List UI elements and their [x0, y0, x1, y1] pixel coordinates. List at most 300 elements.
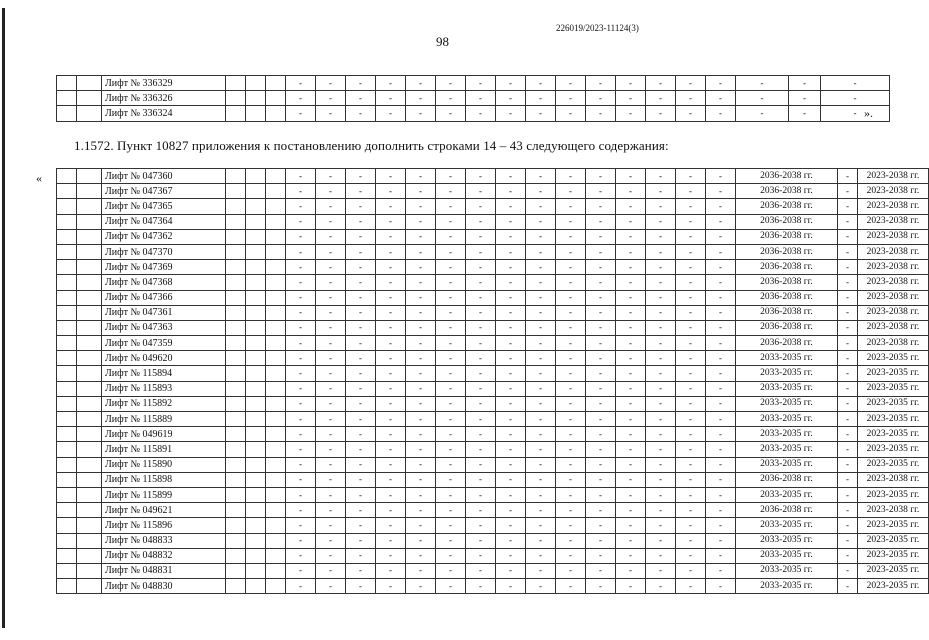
- table-row: [57, 244, 929, 259]
- dash-cell: -: [526, 336, 556, 351]
- address-cell: [77, 260, 102, 275]
- dash-cell: -: [706, 533, 736, 548]
- dash-cell: -: [706, 487, 736, 502]
- dash-cell: -: [406, 427, 436, 442]
- address-cell: [77, 244, 102, 259]
- dash-cell: -: [496, 442, 526, 457]
- table-row: [57, 548, 929, 563]
- dash-cell: -: [286, 366, 316, 381]
- dash-cell: -: [466, 336, 496, 351]
- gap-cell: -: [838, 563, 858, 578]
- blank-cell: [266, 503, 286, 518]
- dash-cell: -: [706, 260, 736, 275]
- row-number-cell: [57, 91, 77, 106]
- dash-cell: -: [346, 106, 376, 121]
- dash-cell: -: [466, 199, 496, 214]
- blank-cell: [226, 91, 246, 106]
- added-rows-table: [56, 168, 929, 594]
- dash-cell: -: [286, 351, 316, 366]
- period-cell: 2036-2038 гг.: [736, 472, 838, 487]
- gap-cell: -: [838, 427, 858, 442]
- dash-cell: -: [616, 518, 646, 533]
- dash-cell: -: [496, 305, 526, 320]
- dash-cell: -: [821, 76, 890, 91]
- range-cell: 2023-2038 гг.: [858, 336, 929, 351]
- row-number-cell: [57, 275, 77, 290]
- elevator-name-cell: Лифт № 115891: [102, 442, 226, 457]
- blank-cell: [266, 381, 286, 396]
- gap-cell: -: [838, 184, 858, 199]
- range-cell: 2023-2035 гг.: [858, 412, 929, 427]
- gap-cell: -: [838, 229, 858, 244]
- table-row: [57, 106, 890, 121]
- table-row: [57, 366, 929, 381]
- dash-cell: -: [526, 579, 556, 594]
- dash-cell: -: [346, 533, 376, 548]
- dash-cell: -: [466, 320, 496, 335]
- dash-cell: -: [616, 442, 646, 457]
- dash-cell: -: [436, 275, 466, 290]
- table-row: [57, 320, 929, 335]
- dash-cell: -: [496, 320, 526, 335]
- page-number: 98: [436, 34, 449, 49]
- row-number-cell: [57, 214, 77, 229]
- dash-cell: -: [496, 533, 526, 548]
- blank-cell: [246, 412, 266, 427]
- blank-cell: [246, 548, 266, 563]
- table-row: [57, 487, 929, 502]
- dash-cell: -: [556, 412, 586, 427]
- dash-cell: -: [286, 290, 316, 305]
- address-cell: [77, 290, 102, 305]
- dash-cell: -: [646, 244, 676, 259]
- dash-cell: -: [676, 366, 706, 381]
- dash-cell: -: [436, 472, 466, 487]
- range-cell: 2023-2038 гг.: [858, 305, 929, 320]
- dash-cell: -: [286, 91, 316, 106]
- dash-cell: -: [376, 579, 406, 594]
- dash-cell: -: [436, 260, 466, 275]
- dash-cell: -: [789, 91, 821, 106]
- period-cell: 2036-2038 гг.: [736, 244, 838, 259]
- period-cell: 2033-2035 гг.: [736, 487, 838, 502]
- blank-cell: [266, 76, 286, 91]
- dash-cell: -: [466, 366, 496, 381]
- row-number-cell: [57, 487, 77, 502]
- blank-cell: [266, 548, 286, 563]
- range-cell: 2023-2035 гг.: [858, 518, 929, 533]
- dash-cell: -: [646, 442, 676, 457]
- row-number-cell: [57, 503, 77, 518]
- row-number-cell: [57, 76, 77, 91]
- dash-cell: -: [286, 457, 316, 472]
- dash-cell: -: [556, 396, 586, 411]
- dash-cell: -: [316, 91, 346, 106]
- elevator-name-cell: Лифт № 115893: [102, 381, 226, 396]
- table-row: [57, 305, 929, 320]
- blank-cell: [226, 244, 246, 259]
- period-cell: 2033-2035 гг.: [736, 563, 838, 578]
- dash-cell: -: [376, 381, 406, 396]
- blank-cell: [246, 244, 266, 259]
- dash-cell: -: [646, 487, 676, 502]
- table-row: [57, 290, 929, 305]
- gap-cell: -: [838, 457, 858, 472]
- dash-cell: -: [586, 199, 616, 214]
- dash-cell: -: [586, 457, 616, 472]
- blank-cell: [226, 290, 246, 305]
- dash-cell: -: [616, 214, 646, 229]
- dash-cell: -: [406, 412, 436, 427]
- dash-cell: -: [466, 396, 496, 411]
- dash-cell: -: [676, 91, 706, 106]
- dash-cell: -: [496, 336, 526, 351]
- dash-cell: -: [286, 199, 316, 214]
- dash-cell: -: [706, 91, 736, 106]
- dash-cell: -: [436, 548, 466, 563]
- amendment-paragraph: 1.1572. Пункт 10827 приложения к постановлению дополнить строками 14 – 43 следующего содержания:: [74, 138, 669, 153]
- dash-cell: -: [676, 503, 706, 518]
- dash-cell: -: [789, 76, 821, 91]
- dash-cell: -: [526, 427, 556, 442]
- table-row: [57, 91, 890, 106]
- range-cell: 2023-2035 гг.: [858, 533, 929, 548]
- blank-cell: [246, 336, 266, 351]
- dash-cell: -: [586, 244, 616, 259]
- elevator-name-cell: Лифт № 047367: [102, 184, 226, 199]
- dash-cell: -: [286, 229, 316, 244]
- dash-cell: -: [496, 518, 526, 533]
- dash-cell: -: [556, 305, 586, 320]
- dash-cell: -: [646, 275, 676, 290]
- blank-cell: [246, 563, 266, 578]
- dash-cell: -: [376, 199, 406, 214]
- dash-cell: -: [436, 396, 466, 411]
- blank-cell: [266, 229, 286, 244]
- row-number-cell: [57, 320, 77, 335]
- blank-cell: [246, 396, 266, 411]
- dash-cell: -: [616, 579, 646, 594]
- dash-cell: -: [466, 169, 496, 184]
- dash-cell: -: [616, 487, 646, 502]
- dash-cell: -: [556, 351, 586, 366]
- dash-cell: -: [706, 366, 736, 381]
- blank-cell: [226, 229, 246, 244]
- dash-cell: -: [526, 199, 556, 214]
- dash-cell: -: [436, 487, 466, 502]
- range-cell: 2023-2038 гг.: [858, 290, 929, 305]
- blank-cell: [266, 290, 286, 305]
- dash-cell: -: [286, 533, 316, 548]
- dash-cell: -: [376, 275, 406, 290]
- dash-cell: -: [466, 457, 496, 472]
- elevator-name-cell: Лифт № 047363: [102, 320, 226, 335]
- address-cell: [77, 275, 102, 290]
- dash-cell: -: [316, 548, 346, 563]
- blank-cell: [226, 533, 246, 548]
- dash-cell: -: [676, 427, 706, 442]
- dash-cell: -: [676, 442, 706, 457]
- dash-cell: -: [526, 366, 556, 381]
- range-cell: 2023-2035 гг.: [858, 366, 929, 381]
- dash-cell: -: [376, 244, 406, 259]
- dash-cell: -: [436, 336, 466, 351]
- elevator-name-cell: Лифт № 048832: [102, 548, 226, 563]
- range-cell: 2023-2038 гг.: [858, 244, 929, 259]
- blank-cell: [226, 427, 246, 442]
- dash-cell: -: [316, 229, 346, 244]
- blank-cell: [226, 457, 246, 472]
- range-cell: 2023-2035 гг.: [858, 563, 929, 578]
- period-cell: 2033-2035 гг.: [736, 579, 838, 594]
- dash-cell: -: [316, 351, 346, 366]
- range-cell: 2023-2035 гг.: [858, 442, 929, 457]
- range-cell: 2023-2035 гг.: [858, 487, 929, 502]
- dash-cell: -: [616, 472, 646, 487]
- dash-cell: -: [346, 472, 376, 487]
- elevator-name-cell: Лифт № 049621: [102, 503, 226, 518]
- dash-cell: -: [556, 184, 586, 199]
- dash-cell: -: [316, 518, 346, 533]
- dash-cell: -: [496, 457, 526, 472]
- dash-cell: -: [526, 563, 556, 578]
- blank-cell: [226, 106, 246, 121]
- dash-cell: -: [466, 260, 496, 275]
- period-cell: 2033-2035 гг.: [736, 442, 838, 457]
- blank-cell: [246, 503, 266, 518]
- blank-cell: [266, 457, 286, 472]
- blank-cell: [246, 184, 266, 199]
- dash-cell: -: [646, 366, 676, 381]
- blank-cell: [246, 199, 266, 214]
- dash-cell: -: [586, 472, 616, 487]
- dash-cell: -: [616, 563, 646, 578]
- dash-cell: -: [586, 169, 616, 184]
- dash-cell: -: [346, 518, 376, 533]
- address-cell: [77, 503, 102, 518]
- blank-cell: [266, 563, 286, 578]
- blank-cell: [266, 320, 286, 335]
- dash-cell: -: [466, 412, 496, 427]
- dash-cell: -: [616, 275, 646, 290]
- dash-cell: -: [346, 169, 376, 184]
- dash-cell: -: [706, 184, 736, 199]
- blank-cell: [226, 579, 246, 594]
- dash-cell: -: [406, 518, 436, 533]
- dash-cell: -: [316, 503, 346, 518]
- dash-cell: -: [466, 427, 496, 442]
- dash-cell: -: [706, 106, 736, 121]
- blank-cell: [226, 518, 246, 533]
- blank-cell: [226, 320, 246, 335]
- range-cell: 2023-2038 гг.: [858, 229, 929, 244]
- range-cell: 2023-2038 гг.: [858, 260, 929, 275]
- dash-cell: -: [586, 366, 616, 381]
- dash-cell: -: [346, 381, 376, 396]
- dash-cell: -: [286, 442, 316, 457]
- dash-cell: -: [406, 579, 436, 594]
- dash-cell: -: [466, 518, 496, 533]
- dash-cell: -: [286, 518, 316, 533]
- address-cell: [77, 199, 102, 214]
- dash-cell: -: [466, 472, 496, 487]
- dash-cell: -: [556, 533, 586, 548]
- dash-cell: -: [586, 563, 616, 578]
- dash-cell: -: [496, 351, 526, 366]
- blank-cell: [246, 214, 266, 229]
- row-number-cell: [57, 548, 77, 563]
- blank-cell: [266, 533, 286, 548]
- gap-cell: -: [838, 381, 858, 396]
- dash-cell: -: [676, 106, 706, 121]
- dash-cell: -: [436, 229, 466, 244]
- dash-cell: -: [346, 351, 376, 366]
- dash-cell: -: [286, 396, 316, 411]
- gap-cell: -: [838, 503, 858, 518]
- blank-cell: [266, 336, 286, 351]
- dash-cell: -: [436, 290, 466, 305]
- dash-cell: -: [706, 76, 736, 91]
- dash-cell: -: [586, 76, 616, 91]
- dash-cell: -: [526, 351, 556, 366]
- row-number-cell: [57, 472, 77, 487]
- dash-cell: -: [286, 184, 316, 199]
- dash-cell: -: [586, 533, 616, 548]
- dash-cell: -: [436, 169, 466, 184]
- blank-cell: [226, 199, 246, 214]
- dash-cell: -: [706, 563, 736, 578]
- address-cell: [77, 214, 102, 229]
- elevator-name-cell: Лифт № 047359: [102, 336, 226, 351]
- dash-cell: -: [676, 305, 706, 320]
- dash-cell: -: [286, 472, 316, 487]
- dash-cell: -: [406, 442, 436, 457]
- dash-cell: -: [646, 579, 676, 594]
- dash-cell: -: [556, 336, 586, 351]
- blank-cell: [246, 351, 266, 366]
- blank-cell: [266, 472, 286, 487]
- range-cell: 2023-2035 гг.: [858, 457, 929, 472]
- dash-cell: -: [316, 442, 346, 457]
- dash-cell: -: [586, 351, 616, 366]
- dash-cell: -: [526, 106, 556, 121]
- dash-cell: -: [646, 290, 676, 305]
- dash-cell: -: [526, 244, 556, 259]
- dash-cell: -: [526, 320, 556, 335]
- dash-cell: -: [436, 106, 466, 121]
- dash-cell: -: [646, 396, 676, 411]
- dash-cell: -: [526, 457, 556, 472]
- dash-cell: -: [496, 503, 526, 518]
- dash-cell: -: [406, 184, 436, 199]
- elevator-name-cell: Лифт № 047369: [102, 260, 226, 275]
- table-row: [57, 457, 929, 472]
- blank-cell: [246, 427, 266, 442]
- dash-cell: -: [586, 106, 616, 121]
- table-row: [57, 199, 929, 214]
- table-row: [57, 381, 929, 396]
- dash-cell: -: [496, 106, 526, 121]
- dash-cell: -: [466, 503, 496, 518]
- dash-cell: -: [526, 184, 556, 199]
- elevator-name-cell: Лифт № 115894: [102, 366, 226, 381]
- dash-cell: -: [406, 305, 436, 320]
- dash-cell: -: [406, 76, 436, 91]
- dash-cell: -: [496, 396, 526, 411]
- continued-table: [56, 75, 890, 122]
- dash-cell: -: [646, 472, 676, 487]
- dash-cell: -: [406, 106, 436, 121]
- dash-cell: -: [406, 533, 436, 548]
- range-cell: 2023-2035 гг.: [858, 396, 929, 411]
- dash-cell: -: [526, 260, 556, 275]
- dash-cell: -: [376, 290, 406, 305]
- dash-cell: -: [466, 487, 496, 502]
- dash-cell: -: [316, 381, 346, 396]
- dash-cell: -: [316, 214, 346, 229]
- dash-cell: -: [286, 336, 316, 351]
- dash-cell: -: [646, 457, 676, 472]
- row-number-cell: [57, 366, 77, 381]
- dash-cell: -: [346, 563, 376, 578]
- range-cell: 2023-2035 гг.: [858, 427, 929, 442]
- dash-cell: -: [376, 412, 406, 427]
- blank-cell: [266, 244, 286, 259]
- dash-cell: -: [466, 305, 496, 320]
- dash-cell: -: [316, 563, 346, 578]
- row-number-cell: [57, 396, 77, 411]
- dash-cell: -: [286, 579, 316, 594]
- blank-cell: [266, 366, 286, 381]
- dash-cell: -: [616, 244, 646, 259]
- blank-cell: [226, 442, 246, 457]
- blank-cell: [246, 305, 266, 320]
- dash-cell: -: [556, 106, 586, 121]
- dash-cell: -: [556, 457, 586, 472]
- dash-cell: -: [526, 275, 556, 290]
- dash-cell: -: [436, 351, 466, 366]
- dash-cell: -: [556, 199, 586, 214]
- dash-cell: -: [646, 106, 676, 121]
- dash-cell: -: [436, 563, 466, 578]
- dash-cell: -: [436, 503, 466, 518]
- dash-cell: -: [406, 214, 436, 229]
- gap-cell: -: [838, 412, 858, 427]
- dash-cell: -: [556, 427, 586, 442]
- dash-cell: -: [346, 487, 376, 502]
- dash-cell: -: [316, 336, 346, 351]
- dash-cell: -: [316, 290, 346, 305]
- dash-cell: -: [586, 412, 616, 427]
- address-cell: [77, 396, 102, 411]
- blank-cell: [266, 427, 286, 442]
- table-row: [57, 76, 890, 91]
- dash-cell: -: [496, 412, 526, 427]
- dash-cell: -: [616, 305, 646, 320]
- dash-cell: -: [286, 275, 316, 290]
- elevator-name-cell: Лифт № 047365: [102, 199, 226, 214]
- row-number-cell: [57, 184, 77, 199]
- elevator-name-cell: Лифт № 048833: [102, 533, 226, 548]
- blank-cell: [226, 184, 246, 199]
- elevator-name-cell: Лифт № 115896: [102, 518, 226, 533]
- gap-cell: -: [838, 442, 858, 457]
- range-cell: 2023-2038 гг.: [858, 169, 929, 184]
- dash-cell: -: [646, 518, 676, 533]
- blank-cell: [266, 169, 286, 184]
- address-cell: [77, 487, 102, 502]
- dash-cell: -: [346, 442, 376, 457]
